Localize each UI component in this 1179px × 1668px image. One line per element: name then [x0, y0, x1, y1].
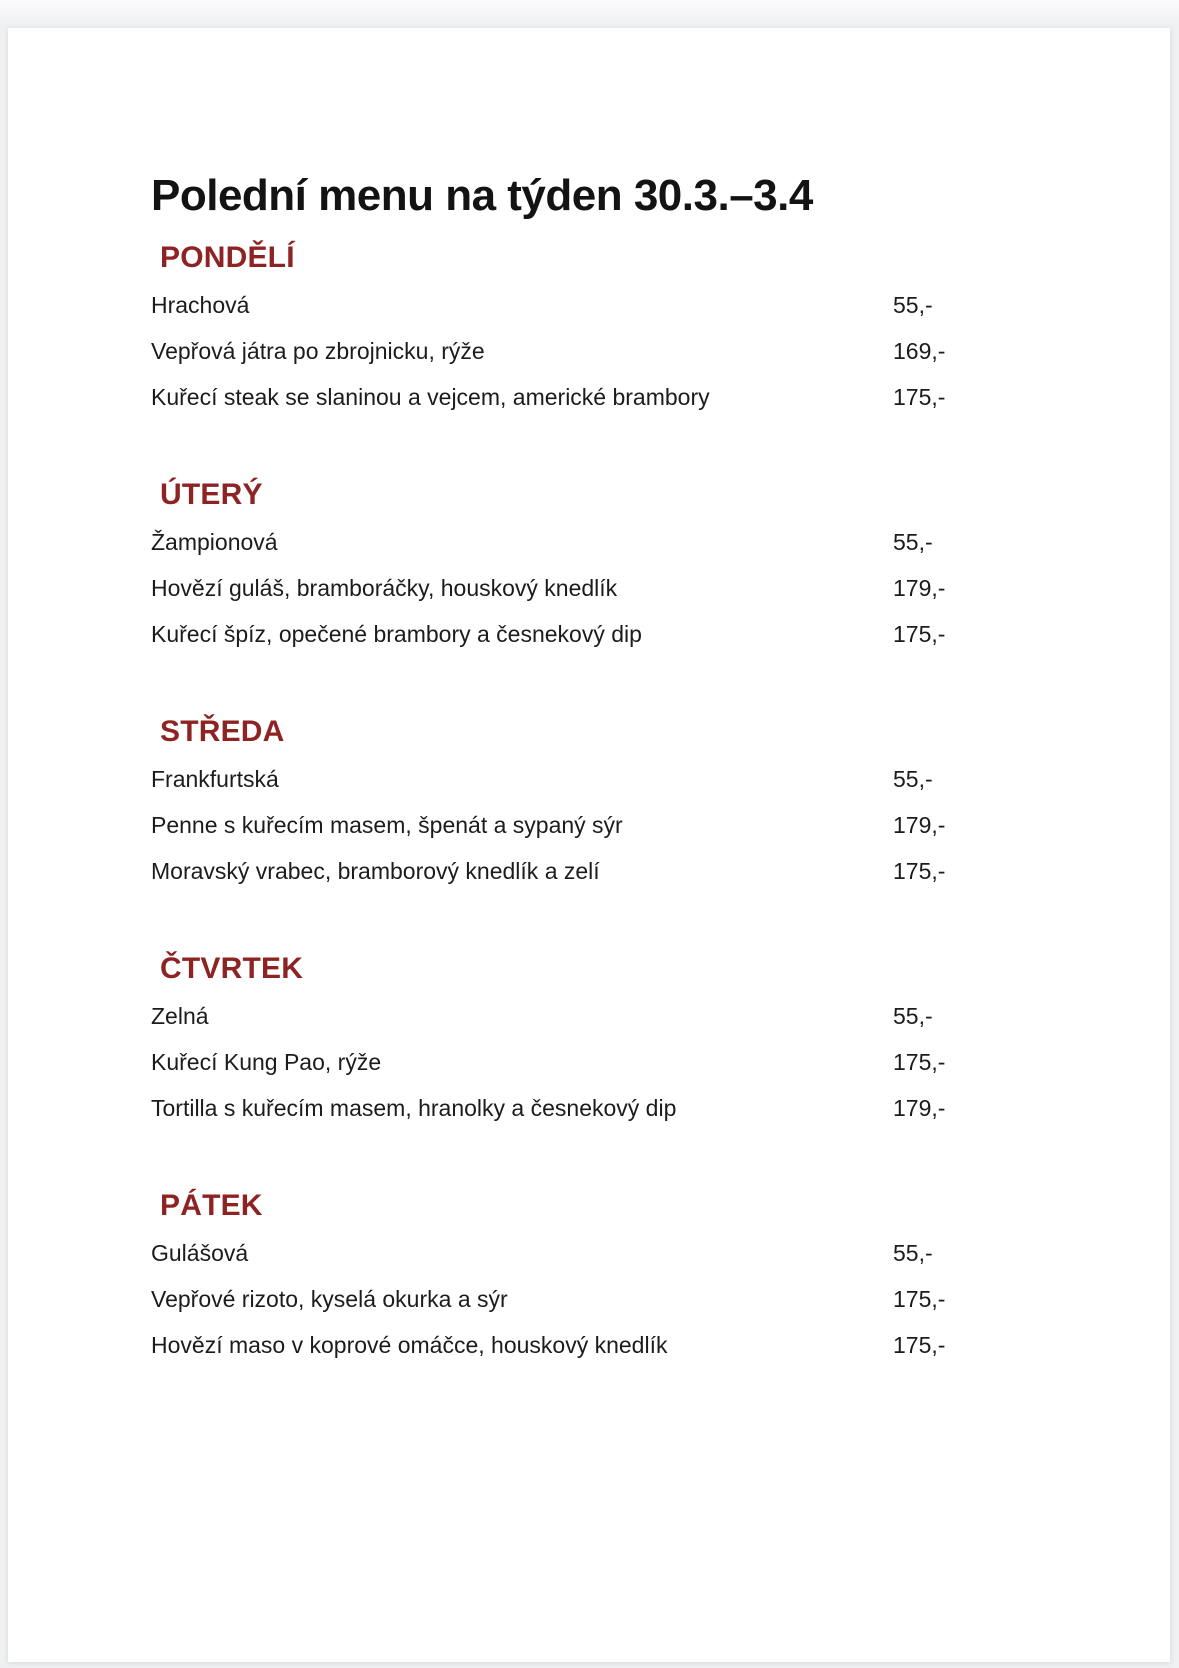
day-header: ČTVRTEK	[160, 952, 304, 985]
menu-section-monday	[151, 240, 1061, 411]
dish-name: Hrachová	[151, 292, 250, 318]
dish-price: 179,-	[893, 1095, 946, 1121]
dish-name: Hovězí maso v koprové omáčce, houskový knedlík	[151, 1332, 668, 1358]
dish-price: 55,-	[893, 1240, 933, 1266]
dish-name: Vepřová játra po zbrojnicku, rýže	[151, 338, 485, 364]
dish-name: Žampionová	[151, 529, 278, 555]
menu-section-wednesday	[151, 714, 1061, 885]
menu-item	[151, 528, 1061, 556]
dish-price: 169,-	[893, 338, 946, 364]
dish-price: 55,-	[893, 766, 933, 792]
dish-name: Frankfurtská	[151, 766, 279, 792]
dish-price: 175,-	[893, 858, 946, 884]
day-header: PÁTEK	[160, 1189, 263, 1222]
menu-item	[151, 857, 1061, 885]
dish-name: Tortilla s kuřecím masem, hranolky a česnekový dip	[151, 1095, 677, 1121]
menu-item	[151, 291, 1061, 319]
dish-name: Kuřecí steak se slaninou a vejcem, americké brambory	[151, 384, 710, 410]
dish-price: 179,-	[893, 575, 946, 601]
menu-item	[151, 1002, 1061, 1030]
dish-name: Kuřecí Kung Pao, rýže	[151, 1049, 382, 1075]
page-title: Polední menu na týden 30.3.–3.4	[151, 171, 813, 220]
menu-item	[151, 337, 1061, 365]
menu-item	[151, 574, 1061, 602]
dish-name: Moravský vrabec, bramborový knedlík a zelí	[151, 858, 600, 884]
menu-item	[151, 620, 1061, 648]
menu-item	[151, 1331, 1061, 1359]
dish-name: Zelná	[151, 1003, 209, 1029]
menu-item	[151, 1285, 1061, 1313]
dish-name: Hovězí guláš, bramboráčky, houskový knedlík	[151, 575, 618, 601]
day-header: ÚTERÝ	[160, 478, 263, 511]
dish-name: Kuřecí špíz, opečené brambory a česnekový dip	[151, 621, 642, 647]
menu-item	[151, 1239, 1061, 1267]
document-page	[8, 28, 1170, 1662]
dish-name: Vepřové rizoto, kyselá okurka a sýr	[151, 1286, 508, 1312]
menu-section-friday	[151, 1188, 1061, 1359]
dish-price: 175,-	[893, 1049, 946, 1075]
dish-price: 55,-	[893, 292, 933, 318]
menu-section-tuesday	[151, 477, 1061, 648]
menu-item	[151, 1094, 1061, 1122]
menu-section-thursday	[151, 951, 1061, 1122]
menu-item	[151, 383, 1061, 411]
menu-item	[151, 765, 1061, 793]
menu-item	[151, 811, 1061, 839]
dish-price: 55,-	[893, 529, 933, 555]
dish-price: 175,-	[893, 384, 946, 410]
day-header: STŘEDA	[160, 715, 285, 748]
dish-price: 179,-	[893, 812, 946, 838]
dish-name: Gulášová	[151, 1240, 249, 1266]
dish-price: 175,-	[893, 621, 946, 647]
menu-content	[8, 28, 1170, 1359]
dish-name: Penne s kuřecím masem, špenát a sypaný sýr	[151, 812, 623, 838]
dish-price: 175,-	[893, 1332, 946, 1358]
dish-price: 175,-	[893, 1286, 946, 1312]
menu-item	[151, 1048, 1061, 1076]
dish-price: 55,-	[893, 1003, 933, 1029]
day-header: PONDĚLÍ	[160, 241, 295, 274]
